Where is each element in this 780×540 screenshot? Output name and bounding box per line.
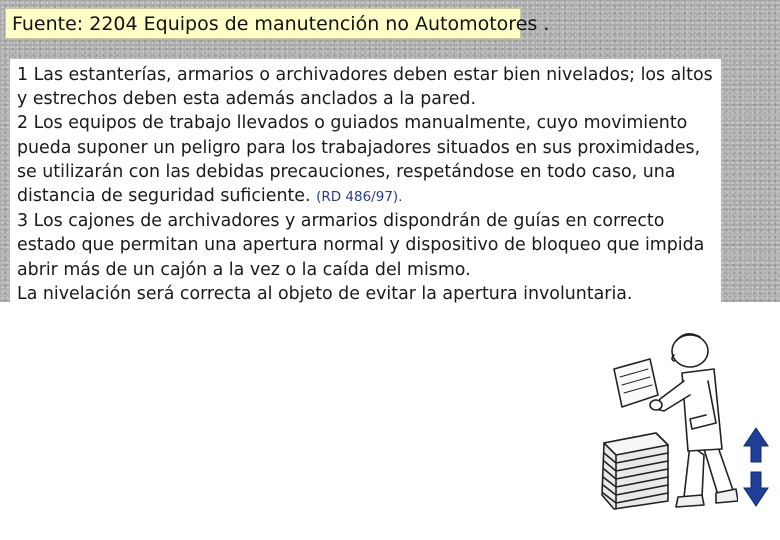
- paragraph-1: 1 Las estanterías, armarios o archivadores deben estar bien nivelados; los altos y estrechos deben esta además anclados a la pared.: [17, 65, 713, 110]
- paragraph-3: 3 Los cajones de archivadores y armarios dispondrán de guías en correcto estado que permitan una apertura normal y dispositivo de bloqueo que impida abrir más de un cajón a la vez o la caída del mismo.: [17, 211, 705, 280]
- rd-reference: (RD 486/97).: [316, 189, 403, 206]
- source-label: Fuente: 2204 Equipos de manutención no Automotores .: [5, 8, 521, 39]
- paragraph-4: La nivelación será correcta al objeto de evitar la apertura involuntaria.: [17, 283, 633, 304]
- up-down-arrows-icon[interactable]: [742, 426, 770, 508]
- paragraph-2: [17, 111, 715, 209]
- paragraph-2-text: 2 Los equipos de trabajo llevados o guiados manualmente, cuyo movimiento pueda suponer un peligro para los trabajadores situados en sus proximidades, se utilizarán con las debidas precauciones, respetándose en todo caso, una distancia de seguridad suficiente.: [17, 113, 701, 207]
- main-text-panel: [10, 59, 721, 302]
- person-reading-papers-illustration: [598, 325, 738, 515]
